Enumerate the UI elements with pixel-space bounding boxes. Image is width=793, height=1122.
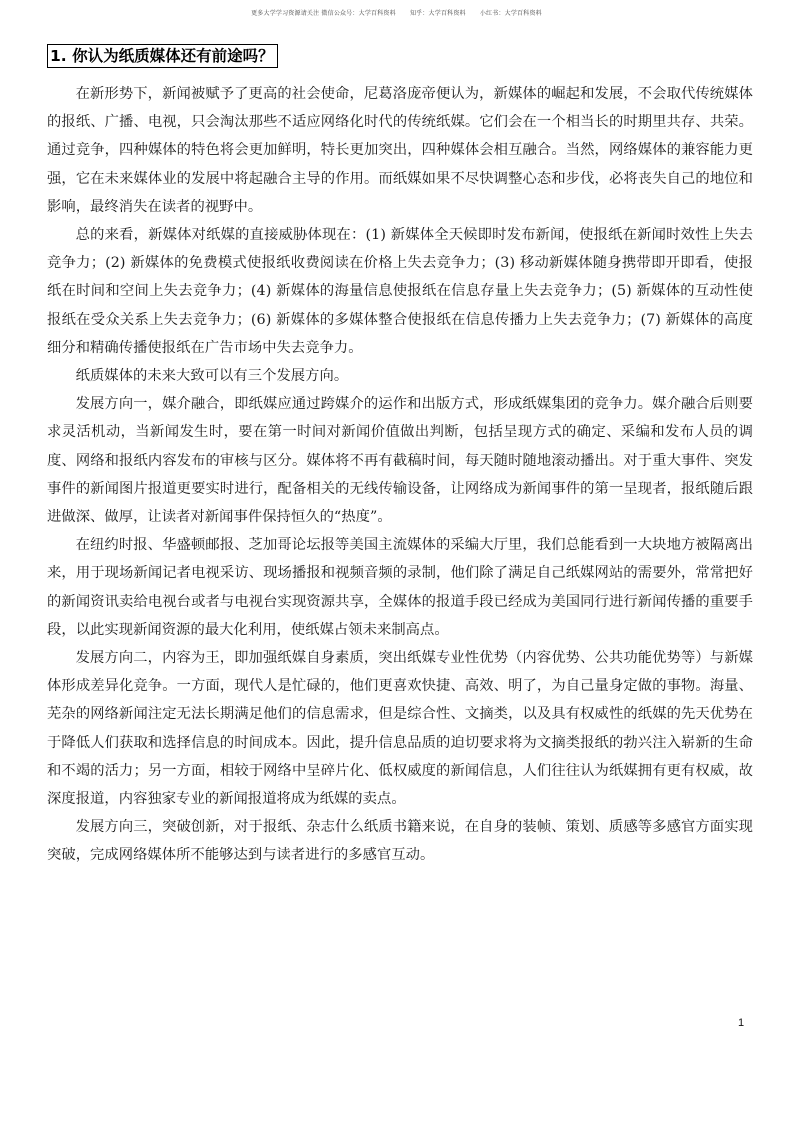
paragraph-direction-three: 发展方向三，突破创新，对于报纸、杂志什么纸质书籍来说，在自身的装帧、策划、质感等多感官方面实现突破，完成网络媒体所不能够达到与读者进行的多感官互动。 <box>47 819 753 864</box>
page-header <box>0 8 793 17</box>
paragraph-threats: 总的来看，新媒体对纸媒的直接威胁体现在：(1) 新媒体全天候即时发布新闻，使报纸在新闻时效性上失去竞争力；(2) 新媒体的免费模式使报纸收费阅读在价格上失去竞争力；(3) 移动新媒体随身携带即开即看，使报纸在时间和空间上失去竞争力；(4) 新媒体的海量信息使报纸在信息存量上失去竞争力；(5) 新媒体的互动性使报纸在受众关系上失去竞争力；(6) 新媒体的多媒体整合使报纸在信息传播力上失去竞争力；(7) 新媒体的高度细分和精确传播使报纸在广告市场中失去竞争力。 <box>47 227 753 356</box>
question-title: 1. 你认为纸质媒体还有前途吗？ <box>47 44 278 68</box>
paragraph-direction-two: 发展方向二，内容为王，即加强纸媒自身素质，突出纸媒专业性优势（内容优势、公共功能优势等）与新媒体形成差异化竞争。一方面，现代人是忙碌的，他们更喜欢快捷、高效、明了，为自己量身定做的事物。海量、芜杂的网络新闻注定无法长期满足他们的信息需求，但是综合性、文摘类，以及具有权威性的纸媒的先天优势在于降低人们获取和选择信息的时间成本。因此，提升信息品质的迫切要求将为文摘类报纸的勃兴注入崭新的生命和不竭的活力；另一方面，相较于网络中呈碎片化、低权威度的新闻信息，人们往往认为纸媒拥有更有权威，故深度报道，内容独家专业的新闻报道将成为纸媒的卖点。 <box>47 650 753 808</box>
paragraph-intro: 在新形势下，新闻被赋予了更高的社会使命，尼葛洛庞帝便认为，新媒体的崛起和发展，不会取代传统媒体的报纸、广播、电视，只会淘汰那些不适应网络化时代的传统纸媒。它们会在一个相当长的时期里共存、共荣。通过竞争，四种媒体的特色将会更加鲜明，特长更加突出，四种媒体会相互融合。当然，网络媒体的兼容能力更强，它在未来媒体业的发展中将起融合主导的作用。而纸媒如果不尽快调整心态和步伐，必将丧失自己的地位和影响，最终消失在读者的视野中。 <box>47 86 753 215</box>
header-zhihu-note: 知乎：大学百科资料 <box>409 10 466 17</box>
paragraph-us-example: 在纽约时报、华盛顿邮报、芝加哥论坛报等美国主流媒体的采编大厅里，我们总能看到一大块地方被隔离出来，用于现场新闻记者电视采访、现场播报和视频音频的录制，他们除了满足自己纸媒网站的需要外，常常把好的新闻资讯卖给电视台或者与电视台实现资源共享，全媒体的报道手段已经成为美国同行进行新闻传播的重要手段，以此实现新闻资源的最大化利用，使纸媒占领未来制高点。 <box>47 537 753 638</box>
page-number: 1 <box>738 1017 745 1029</box>
paragraph-three-directions: 纸质媒体的未来大致可以有三个发展方向。 <box>75 368 349 385</box>
paragraph-direction-one: 发展方向一，媒介融合，即纸媒应通过跨媒介的运作和出版方式，形成纸媒集团的竞争力。媒介融合后则要求灵活机动，当新闻发生时，要在第一时间对新闻价值做出判断，包括呈现方式的确定、采编和发布人员的调度、网络和报纸内容发布的审核与区分。媒体将不再有截稿时间，每天随时随地滚动播出。对于重大事件、突发事件的新闻图片报道更要实时进行，配备相关的无线传输设备，让网络成为新闻事件的第一呈现者，报纸随后跟进做深、做厚，让读者对新闻事件保持恒久的“热度”。 <box>47 396 753 526</box>
document-body <box>47 80 753 870</box>
header-wechat-note: 更多大学学习资源请关注 微信公众号：大学百科资料 <box>251 10 396 17</box>
header-xiaohongshu-note: 小红书：大学百科资料 <box>479 10 542 17</box>
